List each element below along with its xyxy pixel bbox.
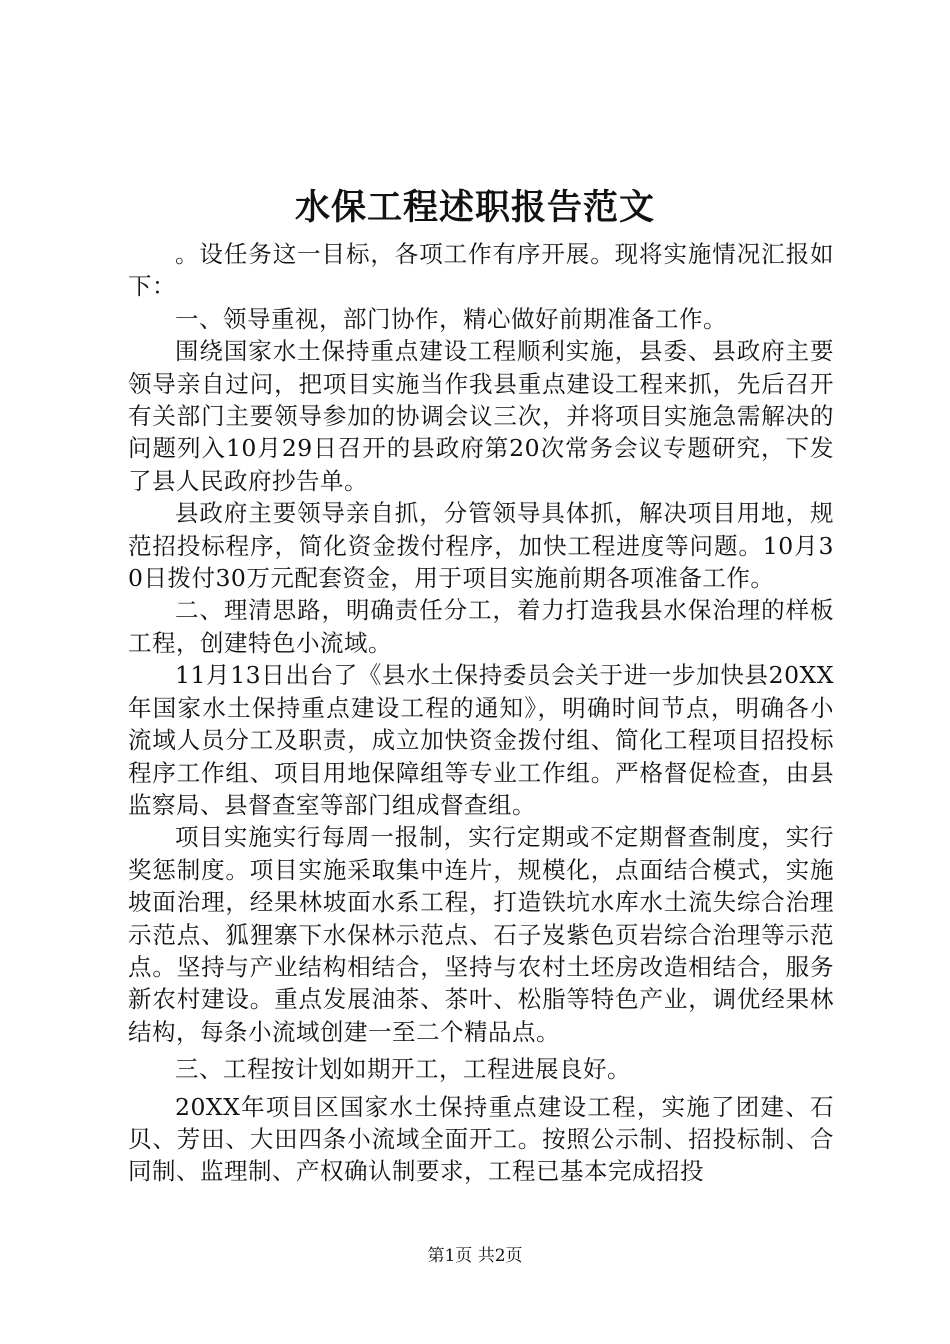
section-heading: 一、领导重视，部门协作，精心做好前期准备工作。 — [175, 304, 727, 333]
section-heading: 二、理清思路，明确责任分工，着力打造我县水保治理的样板工程，创建特色小流域。 — [128, 596, 834, 657]
page-footer: 第1页 共2页 — [427, 1246, 523, 1266]
paragraph: 项目实施实行每周一报制，实行定期或不定期督查制度，实行奖惩制度。项目实施采取集中连片，规模化，点面结合模式，实施坡面治理，经果林坡面水系工程，打造铁坑水库水土流失综合治理示范点、狐狸寨下水保林示范点、石子岌紫色页岩综合治理等示范点。坚持与产业结构相结合，坚持与农村土坯房改造相结合，服务新农村建设。重点发展油茶、茶叶、松脂等特色产业，调优经果林结构，每条小流域创建一至二个精品点。 — [128, 823, 834, 1046]
paragraph: 。设任务这一目标，各项工作有序开展。现将实施情况汇报如下： — [128, 240, 834, 301]
paragraph: 围绕国家水土保持重点建设工程顺利实施，县委、县政府主要领导亲自过问，把项目实施当作我县重点建设工程来抓，先后召开有关部门主要领导参加的协调会议三次，并将项目实施急需解决的问题列入10月29日召开的县政府第20次常务会议专题研究，下发了县人民政府抄告单。 — [128, 337, 834, 495]
paragraph: 县政府主要领导亲自抓，分管领导具体抓，解决项目用地，规范招投标程序，简化资金拨付程序，加快工程进度等问题。10月30日拨付30万元配套资金，用于项目实施前期各项准备工作。 — [128, 499, 834, 593]
paragraph: 11月13日出台了《县水土保持委员会关于进一步加快县20XX年国家水土保持重点建设工程的通知》，明确时间节点，明确各小流域人员分工及职责，成立加快资金拨付组、简化工程项目招投标程序工作组、项目用地保障组等专业工作组。严格督促检查，由县监察局、县督查室等部门组成督查组。 — [128, 661, 834, 819]
document-body — [128, 238, 834, 1188]
document-title: 水保工程述职报告范文 — [294, 187, 655, 228]
section-heading: 三、工程按计划如期开工，工程进展良好。 — [175, 1055, 631, 1084]
paragraph: 20XX年项目区国家水土保持重点建设工程，实施了团建、石贝、芳田、大田四条小流域全面开工。按照公示制、招投标制、合同制、监理制、产权确认制要求，工程已基本完成招投 — [128, 1092, 834, 1186]
